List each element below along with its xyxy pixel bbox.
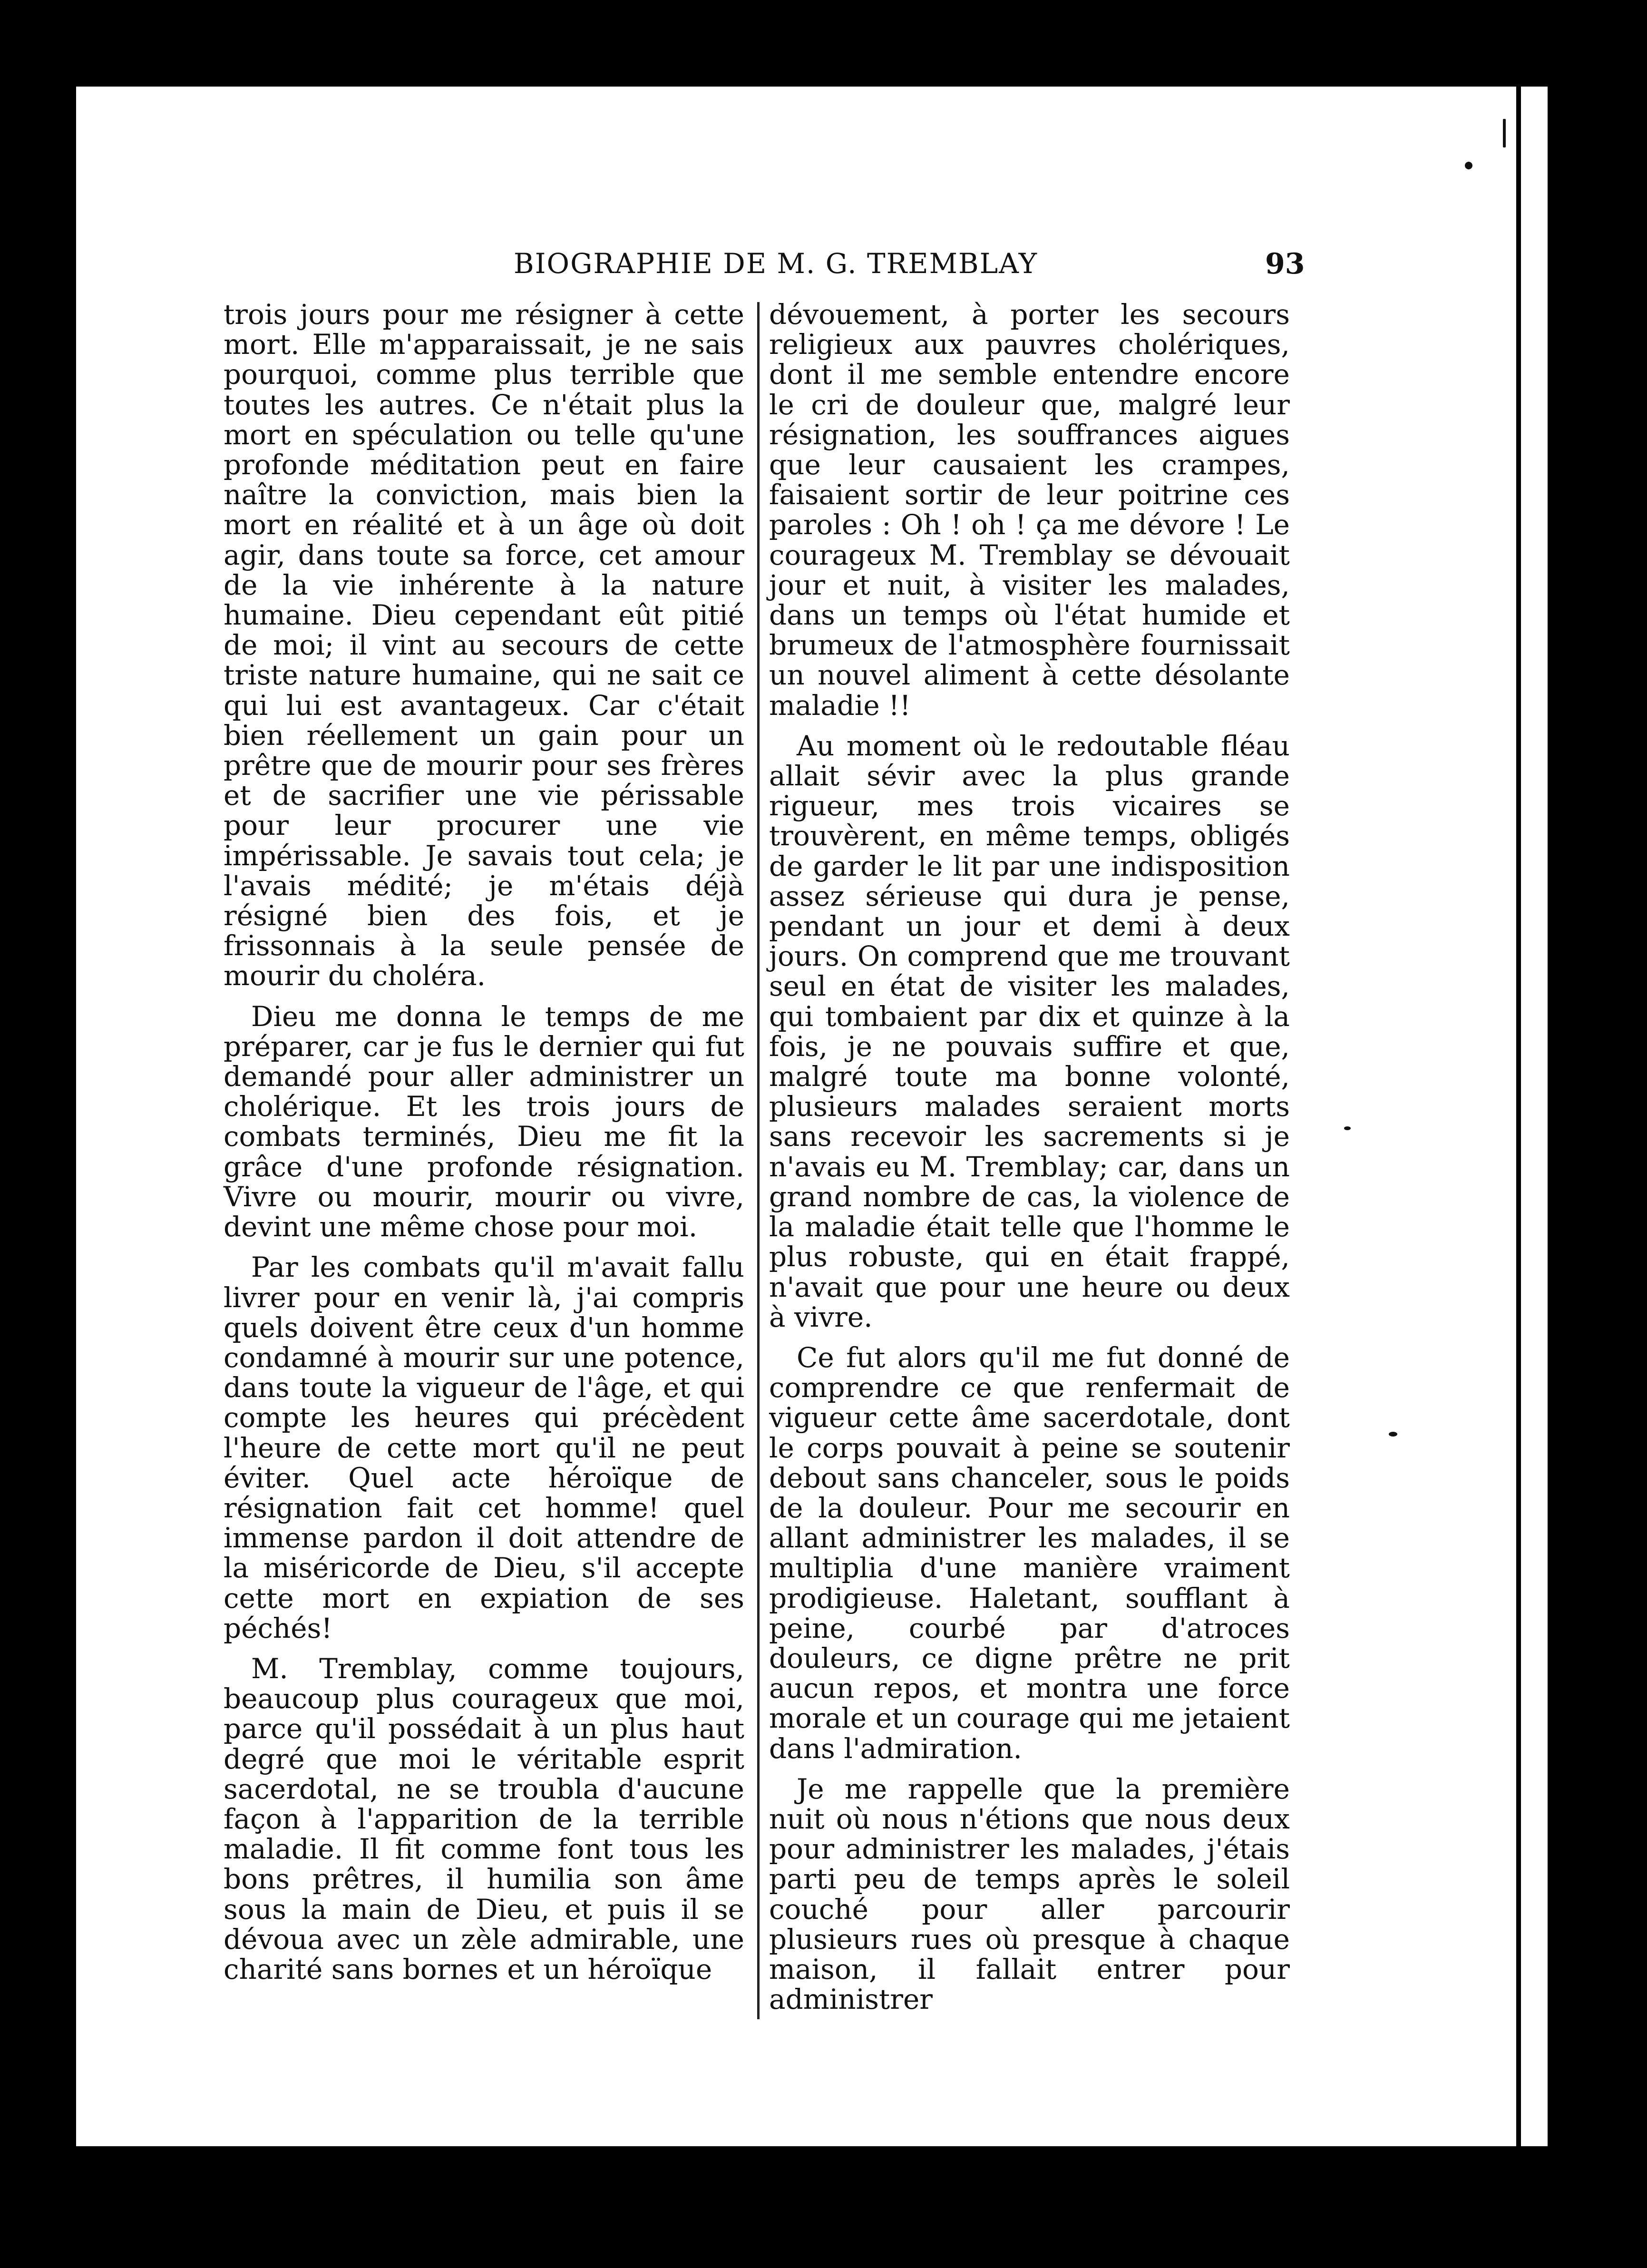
page-number: 93 bbox=[1265, 247, 1305, 281]
column-divider bbox=[757, 302, 760, 2019]
paragraph: Dieu me donna le temps de me préparer, car je fus le dernier qui fut demandé pour aller administrer un cholérique. Et les trois jours de combats terminés, Dieu me fit la grâce d'une profonde résignation. Vivre ou mourir, mourir ou vivre, devint une même chose pour moi. bbox=[224, 1000, 744, 1243]
paragraph: Je me rappelle que la première nuit où nous n'étions que nous deux pour administrer les malades, j'étais parti peu de temps après le soleil couché pour aller parcourir plusieurs rues où presque à chaque maison, il fallait entrer pour administrer bbox=[769, 1772, 1290, 2016]
running-title: BIOGRAPHIE DE M. G. TREMBLAY bbox=[514, 247, 1038, 280]
left-column bbox=[224, 300, 744, 1984]
paragraph: Ce fut alors qu'il me fut donné de comprendre ce que renfermait de vigueur cette âme sacerdotale, dont le corps pouvait à peine se soutenir debout sans chanceler, sous le poids de la douleur. Pour me secourir en allant administrer les malades, il se multiplia d'une manière vraiment prodigieuse. Haletant, soufflant à peine, courbé par d'atroces douleurs, ce digne prêtre ne prit aucun repos, et montra une force morale et un courage qui me jetaient dans l'admiration. bbox=[769, 1341, 1290, 1765]
scan-speck bbox=[1503, 119, 1506, 147]
paragraph: Par les combats qu'il m'avait fallu livrer pour en venir là, j'ai compris quels doivent être ceux d'un homme condamné à mourir sur une potence, dans toute la vigueur de l'âge, et qui compte les heures qui précèdent l'heure de cette mort qu'il ne peut éviter. Quel acte héroïque de résignation fait cet homme! quel immense pardon il doit attendre de la miséricorde de Dieu, s'il accepte cette mort en expiation de ses péchés! bbox=[224, 1251, 744, 1644]
page-right-border bbox=[1516, 87, 1521, 2146]
paragraph: dévouement, à porter les secours religieux aux pauvres cholériques, dont il me semble entendre encore le cri de douleur que, malgré leur résignation, les souffrances aigues que leur causaient les crampes, faisaient sortir de leur poitrine ces paroles : Oh ! oh ! ça me dévore ! Le courageux M. Tremblay se dévouait jour et nuit, à visiter les malades, dans un temps où l'état humide et brumeux de l'atmosphère fournissait un nouvel aliment à cette désolante maladie !! bbox=[769, 298, 1290, 722]
scan-speck bbox=[1465, 162, 1472, 169]
scan-speck bbox=[1389, 1432, 1397, 1437]
paragraph: trois jours pour me résigner à cette mort. Elle m'apparaissait, je ne sais pourquoi, comme plus terrible que toutes les autres. Ce n'était plus la mort en spéculation ou telle qu'une profonde méditation peut en faire naître la conviction, mais bien la mort en réalité et à un âge où doit agir, dans toute sa force, cet amour de la vie inhérente à la nature humaine. Dieu cependant eût pitié de moi; il vint au secours de cette triste nature humaine, qui ne sait ce qui lui est avantageux. Car c'était bien réellement un gain pour un prêtre que de mourir pour ses frères et de sacrifier une vie périssable pour leur procurer une vie impérissable. Je savais tout cela; je l'avais médité; je m'étais déjà résigné bien des fois, et je frissonnais à la seule pensée de mourir du choléra. bbox=[224, 298, 744, 992]
scan-speck bbox=[1344, 1126, 1351, 1130]
right-column bbox=[769, 300, 1290, 2014]
paragraph: M. Tremblay, comme toujours, beaucoup plus courageux que moi, parce qu'il possédait à un plus haut degré que moi le véritable esprit sacerdotal, ne se troubla d'aucune façon à l'apparition de la terrible maladie. Il fit comme font tous les bons prêtres, il humilia son âme sous la main de Dieu, et puis il se dévoua avec un zèle admirable, une charité sans bornes et un héroïque bbox=[224, 1652, 744, 1985]
paragraph: Au moment où le redoutable fléau allait sévir avec la plus grande rigueur, mes trois vicaires se trouvèrent, en même temps, obligés de garder le lit par une indisposition assez sérieuse qui dura je pense, pendant un jour et demi à deux jours. On comprend que me trouvant seul en état de visiter les malades, qui tombaient par dix et quinze à la fois, je ne pouvais suffire et que, malgré toute ma bonne volonté, plusieurs malades seraient morts sans recevoir les sacrements si je n'avais eu M. Tremblay; car, dans un grand nombre de cas, la violence de la maladie était telle que l'homme le plus robuste, qui en était frappé, n'avait que pour une heure ou deux à vivre. bbox=[769, 729, 1290, 1333]
